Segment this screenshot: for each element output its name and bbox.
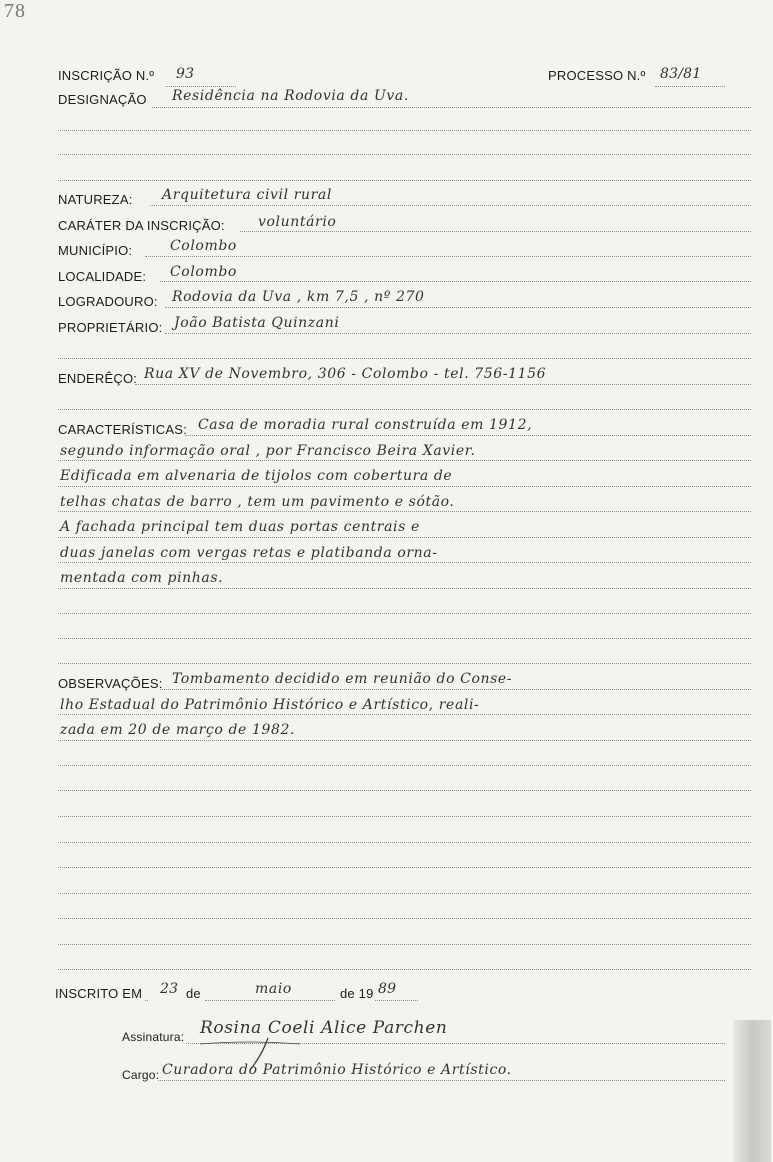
assinatura-label: Assinatura: — [122, 1030, 185, 1044]
observacoes-label: OBSERVAÇÕES: — [58, 676, 163, 691]
scan-edge-shadow — [733, 1020, 771, 1162]
inscricao-label: INSCRIÇÃO N.º — [58, 68, 155, 83]
inscrito-label: INSCRITO EM — [55, 986, 143, 1001]
caracteristicas-line-2: segundo informação oral , por Francisco Beira Xavier. — [60, 443, 476, 459]
caracteristicas-line-1: Casa de moradia rural construída em 1912, — [198, 417, 533, 433]
endereco-value: Rua XV de Novembro, 306 - Colombo - tel. 756-1156 — [144, 366, 547, 382]
assinatura-signature: Rosina Coeli Alice Parchen — [200, 1018, 448, 1038]
municipio-value: Colombo — [170, 238, 237, 254]
cargo-value: Curadora do Patrimônio Histórico e Artístico. — [162, 1062, 512, 1078]
proprietario-label: PROPRIETÁRIO: — [58, 320, 163, 335]
observacoes-line-3: zada em 20 de março de 1982. — [60, 722, 296, 738]
inscrito-day: 23 — [160, 981, 179, 997]
cargo-label: Cargo: — [122, 1068, 160, 1082]
inscrito-de-1: de — [186, 986, 201, 1001]
processo-label: PROCESSO N.º — [548, 68, 646, 83]
inscrito-month: maio — [255, 981, 292, 997]
caracteristicas-line-5: A fachada principal tem duas portas centrais e — [60, 519, 420, 535]
processo-value: 83/81 — [660, 66, 702, 82]
inscrito-year: 89 — [378, 981, 397, 997]
caracteristicas-line-3: Edificada em alvenaria de tijolos com cobertura de — [60, 468, 453, 484]
natureza-label: NATUREZA: — [58, 192, 133, 207]
logradouro-value: Rodovia da Uva , km 7,5 , nº 270 — [172, 289, 425, 305]
caracteristicas-line-6: duas janelas com vergas retas e platibanda orna- — [60, 545, 438, 561]
localidade-label: LOCALIDADE: — [58, 269, 147, 284]
observacoes-line-1: Tombamento decidido em reunião do Conse- — [172, 671, 513, 687]
natureza-value: Arquitetura civil rural — [162, 187, 332, 203]
carater-value: voluntário — [258, 214, 337, 230]
inscrito-de-2: de 19 — [340, 986, 374, 1001]
page-number: 78 — [4, 0, 26, 22]
caracteristicas-line-7: mentada com pinhas. — [60, 570, 224, 586]
localidade-value: Colombo — [170, 264, 237, 280]
logradouro-label: LOGRADOURO: — [58, 294, 158, 309]
observacoes-line-2: lho Estadual do Patrimônio Histórico e Artístico, reali- — [60, 697, 480, 713]
designacao-value: Residência na Rodovia da Uva. — [172, 88, 409, 104]
designacao-label: DESIGNAÇÃO — [58, 92, 147, 107]
municipio-label: MUNICÍPIO: — [58, 243, 133, 258]
caracteristicas-label: CARACTERÍSTICAS: — [58, 422, 187, 437]
endereco-label: ENDERÊÇO: — [58, 371, 138, 386]
caracteristicas-line-4: telhas chatas de barro , tem um pavimento e sótão. — [60, 494, 455, 510]
inscricao-value: 93 — [176, 66, 195, 82]
proprietario-value: João Batista Quinzani — [174, 315, 340, 331]
carater-label: CARÁTER DA INSCRIÇÃO: — [58, 218, 225, 233]
